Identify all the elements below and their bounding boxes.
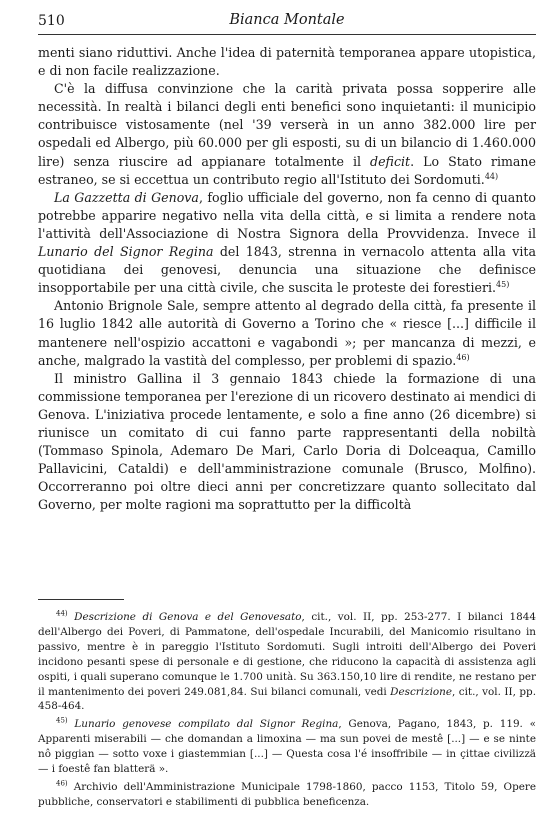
- footnote-text: , cit., vol. II, pp. 458-464.: [38, 685, 536, 713]
- footnotes: [38, 610, 536, 813]
- page-header: [38, 10, 536, 35]
- footnote-ref: 45): [496, 280, 510, 290]
- footnote: [38, 610, 536, 714]
- paragraph-text: . Lo Stato rimane estraneo, se si eccettua un contributo regio all'Istituto dei Sordomuti.: [38, 153, 536, 187]
- paragraph: [38, 297, 536, 369]
- paragraph: [38, 44, 536, 80]
- footnote-marker: 44): [56, 609, 68, 618]
- footnote-ref: 44): [484, 171, 499, 181]
- italic-term: deficit: [370, 153, 411, 169]
- running-head: Bianca Montale: [229, 12, 345, 28]
- footnote: [38, 780, 536, 810]
- paragraph-text: , foglio ufficiale del governo, non fa cenno di quanto potrebbe apparire negativo nella vita della città, e si limita a rendere nota l'attività dell'Associazione di Nostra Signora della Provvidenza. Invece il: [38, 189, 536, 241]
- footnote-text: Archivio dell'Amministrazione Municipale 1798-1860, pacco 1153, Titolo 59, Opere pubbliche, conservatori e stabilimenti di pubblica beneficenza.: [38, 780, 536, 808]
- paragraph-text: C'è la diffusa convinzione che la carità privata possa sopperire alle necessità. In realtà i bilanci degli enti benefici sono inquietanti: il municipio contribuisce vistosamente (nel '39 verserà in un anno 382.000 lire per ospedali ed Albergo, più 60.000 per gli esposti, su di un bilancio di 1.460.000 lire) senza riuscire ad appianare totalmente il: [38, 81, 536, 169]
- footnote-rule: [38, 599, 124, 600]
- footnote-marker: 46): [56, 779, 68, 788]
- paragraph-text: del 1843, strenna in vernacolo attenta alla vita quotidiana dei genovesi, denuncia una situazione che definisce insopportabile per una città civile, che suscita le proteste dei forestieri.: [38, 244, 536, 296]
- footnote-text: , Genova, Pagano, 1843, p. 119. « Apparenti miserabili — che domandan a limoxina — ma sun povei de mestê [...] — e se ninte nô piggian — sotto voxe i giastemmian [...] — Questa cosa l'é insoffribile — in çittae civilizzä — i foestê fan blatterä ».: [38, 718, 536, 776]
- italic-title: Descrizione di Genova e del Genovesato: [74, 611, 302, 623]
- italic-title: La Gazzetta di Genova: [54, 189, 199, 205]
- page-number: 510: [38, 13, 65, 29]
- footnote: [38, 717, 536, 777]
- italic-title: Lunario del Signor Regina: [38, 244, 214, 260]
- paragraph-text: Il ministro Gallina il 3 gennaio 1843 chiede la formazione di una commissione temporanea per l'erezione di un ricovero destinato ai mendici di Genova. L'iniziativa procede lentamente, e solo a fine anno (26 dicembre) si riunisce un comitato di cui fanno parte rappresentanti della nobiltà (Tommaso Spinola, Ademaro De Mari, Carlo Doria di Dolceaqua, Camillo Pallavicini, Cataldi) e dell'amministrazione comunale (Brusco, Molfino). Occorreranno poi oltre dieci anni per concretizzare quanto sollecitato dal Governo, per molte ragioni ma soprattutto per la difficoltà: [38, 370, 536, 513]
- paragraph-text: menti siano riduttivi. Anche l'idea di paternità temporanea appare utopistica, e di non facile realizzazione.: [38, 45, 536, 79]
- paragraph: [38, 189, 536, 298]
- main-text: [38, 44, 536, 514]
- italic-title: Lunario genovese compilato dal Signor Regina: [74, 718, 339, 731]
- footnote-marker: 45): [56, 716, 68, 725]
- paragraph-text: Antonio Brignole Sale, sempre attento al degrado della città, fa presente il 16 luglio 1842 alle autorità di Governo a Torino che « riesce [...] difficile il mantenere nell'ospizio accattoni e vagabondi »; per mancanza di mezzi, e anche, malgrado la vastità del complesso, per problemi di spazio.: [38, 298, 536, 368]
- italic-title: Descrizione: [390, 685, 452, 698]
- paragraph: [38, 370, 536, 515]
- paragraph: [38, 80, 536, 189]
- footnote-ref: 46): [456, 352, 470, 362]
- footnote-text: , cit., vol. II, pp. 253-277. I bilanci 1844 dell'Albergo dei Poveri, di Pammatone, dell'ospedale Incurabili, del Manicomio risultano in passivo, mentre è in pareggio l'Istituto Sordomuti. Sugli introiti dell'Albergo dei Poveri incidono pesanti spese di personale e di gestione, che riducono la capacità di assistenza agli ospiti, i quali superano comunque le 1.700 unità. Su 363.150,10 lire di rendite, ne restano per il mantenimento dei poveri 249.081,84. Sui bilanci comunali, vedi: [38, 611, 536, 698]
